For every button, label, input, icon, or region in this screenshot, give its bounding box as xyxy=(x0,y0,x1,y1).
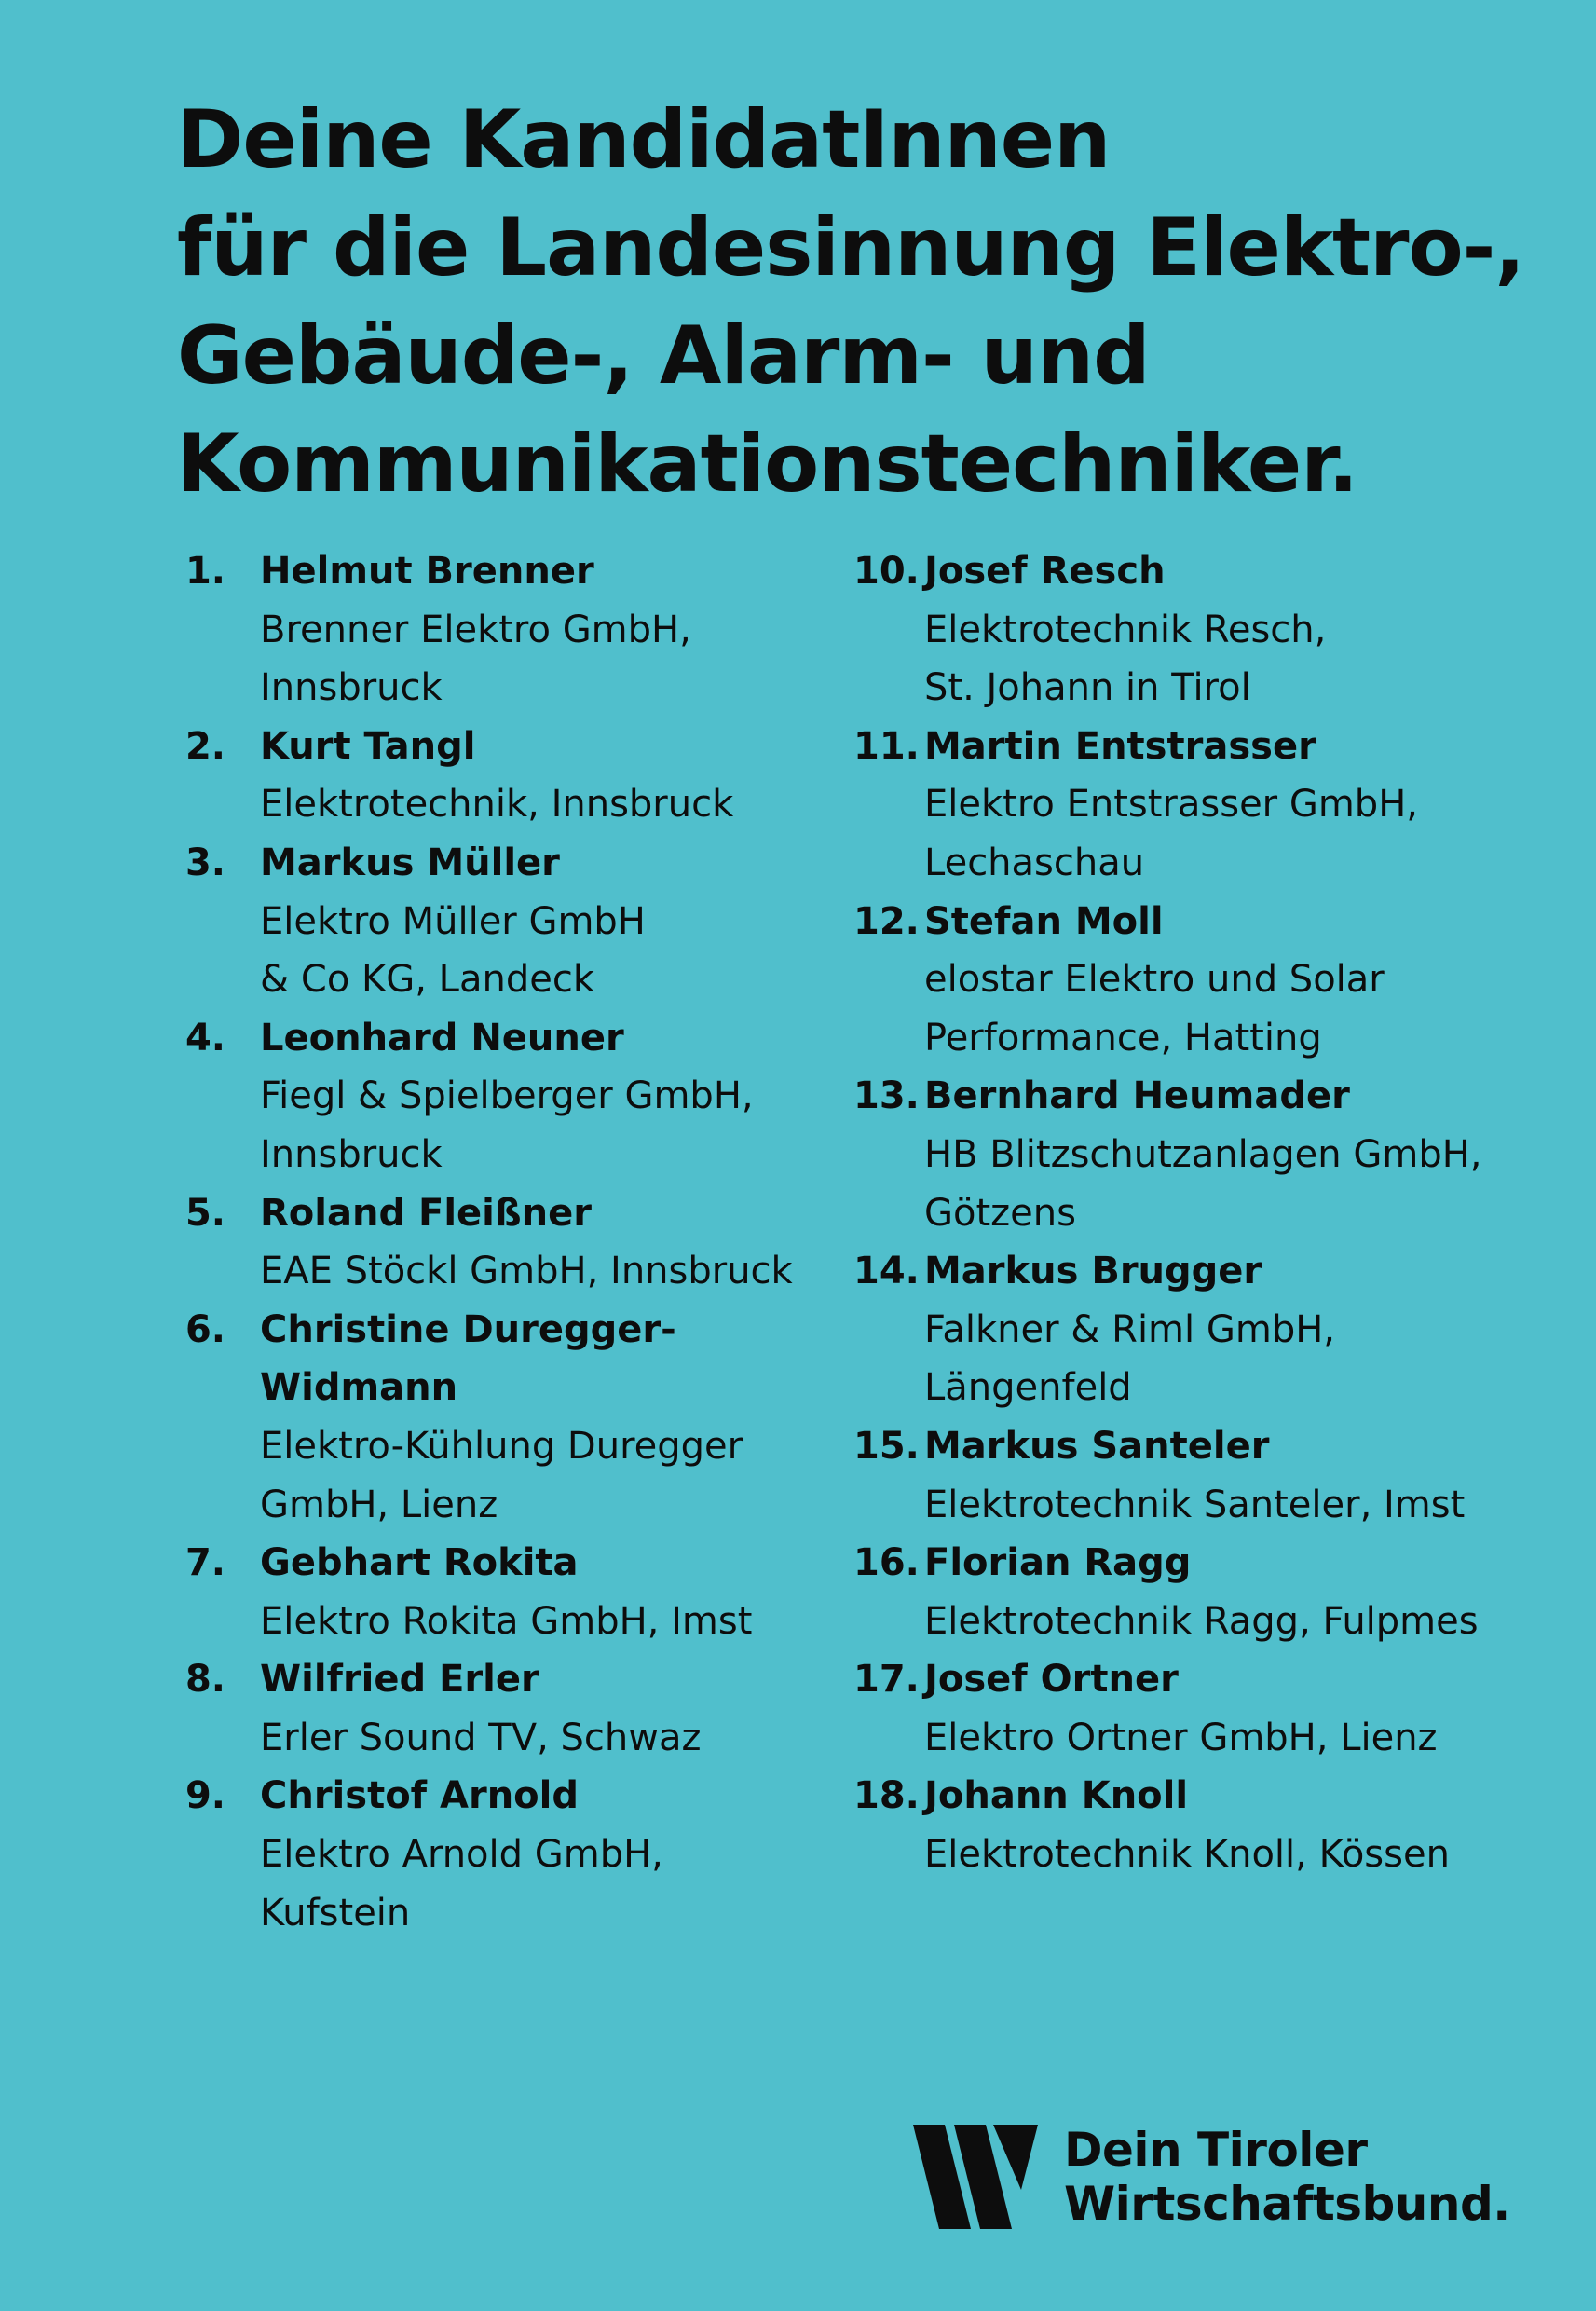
candidate-name: Josef Resch xyxy=(924,550,1166,593)
candidate-item xyxy=(183,1301,825,1534)
candidate-company: Elektrotechnik Resch, St. Johann in Tirol xyxy=(924,608,1327,710)
candidate-details xyxy=(260,1534,825,1650)
candidate-number: 10. xyxy=(853,550,920,593)
candidate-number: 4. xyxy=(184,1016,225,1060)
candidate-name: Wilfried Erler xyxy=(260,1658,539,1702)
candidate-details xyxy=(260,542,825,718)
candidate-name: Leonhard Neuner xyxy=(260,1016,624,1060)
candidate-number: 1. xyxy=(184,550,225,593)
candidate-company: Elektro Rokita GmbH, Imst xyxy=(260,1599,753,1643)
candidate-details xyxy=(924,1417,1562,1534)
candidate-details xyxy=(260,1301,825,1534)
candidate-item xyxy=(183,1534,825,1650)
candidate-company: Falkner & Riml GmbH, Längenfeld xyxy=(924,1307,1335,1410)
candidate-company: HB Blitzschutzanlagen GmbH, Götzens xyxy=(924,1132,1482,1235)
candidate-item xyxy=(853,1067,1562,1242)
candidate-name: Josef Ortner xyxy=(924,1658,1179,1702)
candidate-item xyxy=(183,1767,825,1942)
candidate-item xyxy=(183,1184,825,1301)
candidate-name: Roland Fleißner xyxy=(260,1191,592,1235)
candidate-details xyxy=(260,718,825,834)
candidate-item xyxy=(853,1534,1562,1650)
headline-line-3: Gebäude-, Alarm- und xyxy=(177,309,1150,403)
headline-line-4: Kommunikationstechniker. xyxy=(177,417,1358,511)
candidate-company: Elektro Ortner GmbH, Lienz xyxy=(924,1716,1438,1759)
candidate-details xyxy=(924,718,1562,893)
candidate-number: 6. xyxy=(184,1307,225,1351)
candidate-number: 16. xyxy=(853,1541,920,1585)
candidate-company: Elektrotechnik Knoll, Kössen xyxy=(924,1833,1450,1877)
candidate-company: Elektro Entstrasser GmbH, Lechaschau xyxy=(924,783,1418,884)
candidate-name: Markus Müller xyxy=(260,841,560,884)
candidate-number: 2. xyxy=(184,724,225,768)
candidate-details xyxy=(924,542,1562,718)
candidate-company: EAE Stöckl GmbH, Innsbruck xyxy=(260,1250,793,1293)
candidate-name: Bernhard Heumader xyxy=(924,1074,1350,1118)
candidate-number: 18. xyxy=(853,1774,920,1818)
candidate-name: Christine Duregger- Widmann xyxy=(260,1307,676,1410)
candidate-name: Gebhart Rokita xyxy=(260,1541,579,1585)
candidate-number: 17. xyxy=(853,1658,920,1702)
headline-line-1: Deine KandidatInnen xyxy=(177,93,1111,186)
candidate-item xyxy=(853,1242,1562,1417)
candidate-details xyxy=(924,1067,1562,1242)
candidate-number: 12. xyxy=(853,899,920,943)
candidate-item xyxy=(183,1009,825,1184)
candidate-details xyxy=(260,1767,825,1942)
candidate-list-left xyxy=(183,542,825,1942)
candidate-item xyxy=(853,1417,1562,1534)
candidate-number: 7. xyxy=(184,1541,225,1585)
logo-wordmark xyxy=(1064,2123,1510,2231)
candidate-details xyxy=(924,1242,1562,1417)
wirtschaftsbund-w-icon xyxy=(913,2125,1038,2229)
candidate-company: Elektro Müller GmbH & Co KG, Landeck xyxy=(260,899,646,1002)
candidate-details xyxy=(924,1767,1562,1883)
candidate-list-right xyxy=(853,542,1562,1884)
candidate-number: 3. xyxy=(184,841,225,884)
candidate-item xyxy=(853,542,1562,718)
candidate-company: Erler Sound TV, Schwaz xyxy=(260,1716,702,1759)
candidate-number: 9. xyxy=(184,1774,225,1818)
candidate-item xyxy=(183,834,825,1009)
candidate-company: Elektro-Kühlung Duregger GmbH, Lienz xyxy=(260,1424,743,1526)
candidate-name: Markus Brugger xyxy=(924,1250,1262,1293)
candidate-details xyxy=(260,1184,825,1301)
candidate-item xyxy=(853,893,1562,1068)
candidate-number: 14. xyxy=(853,1250,920,1293)
candidate-company: Brenner Elektro GmbH, Innsbruck xyxy=(260,608,691,710)
candidate-company: Fiegl & Spielberger GmbH, Innsbruck xyxy=(260,1074,754,1176)
candidate-company: Elektrotechnik, Innsbruck xyxy=(260,783,734,827)
candidate-details xyxy=(260,1009,825,1184)
candidate-item xyxy=(853,1650,1562,1767)
candidate-name: Stefan Moll xyxy=(924,899,1164,943)
candidate-details xyxy=(924,1650,1562,1767)
candidate-name: Johann Knoll xyxy=(924,1774,1189,1818)
candidate-name: Martin Entstrasser xyxy=(924,724,1316,768)
candidate-company: elostar Elektro und Solar Performance, Hatting xyxy=(924,958,1385,1060)
logo-line-1: Dein Tiroler xyxy=(1064,2123,1368,2177)
candidate-company: Elektro Arnold GmbH, Kufstein xyxy=(260,1833,663,1935)
candidate-item xyxy=(183,718,825,834)
candidate-item xyxy=(853,1767,1562,1883)
candidate-details xyxy=(924,893,1562,1068)
candidate-details xyxy=(260,834,825,1009)
logo-line-2: Wirtschaftsbund. xyxy=(1064,2177,1510,2231)
candidate-number: 15. xyxy=(853,1424,920,1468)
candidate-name: Markus Santeler xyxy=(924,1424,1270,1468)
candidate-name: Florian Ragg xyxy=(924,1541,1192,1585)
candidate-details xyxy=(924,1534,1562,1650)
candidate-company: Elektrotechnik Santeler, Imst xyxy=(924,1483,1466,1526)
candidate-details xyxy=(260,1650,825,1767)
candidate-name: Helmut Brenner xyxy=(260,550,594,593)
candidate-number: 8. xyxy=(184,1658,225,1702)
candidate-item xyxy=(853,718,1562,893)
candidate-item xyxy=(183,1650,825,1767)
candidate-name: Kurt Tangl xyxy=(260,724,476,768)
candidate-item xyxy=(183,542,825,718)
wirtschaftsbund-logo xyxy=(913,2123,1510,2231)
candidate-number: 5. xyxy=(184,1191,225,1235)
candidate-number: 11. xyxy=(853,724,920,768)
headline-line-2: für die Landesinnung Elektro-, xyxy=(177,201,1525,294)
candidate-number: 13. xyxy=(853,1074,920,1118)
candidate-name: Christof Arnold xyxy=(260,1774,579,1818)
candidate-company: Elektrotechnik Ragg, Fulpmes xyxy=(924,1599,1479,1643)
headline xyxy=(177,86,1556,518)
